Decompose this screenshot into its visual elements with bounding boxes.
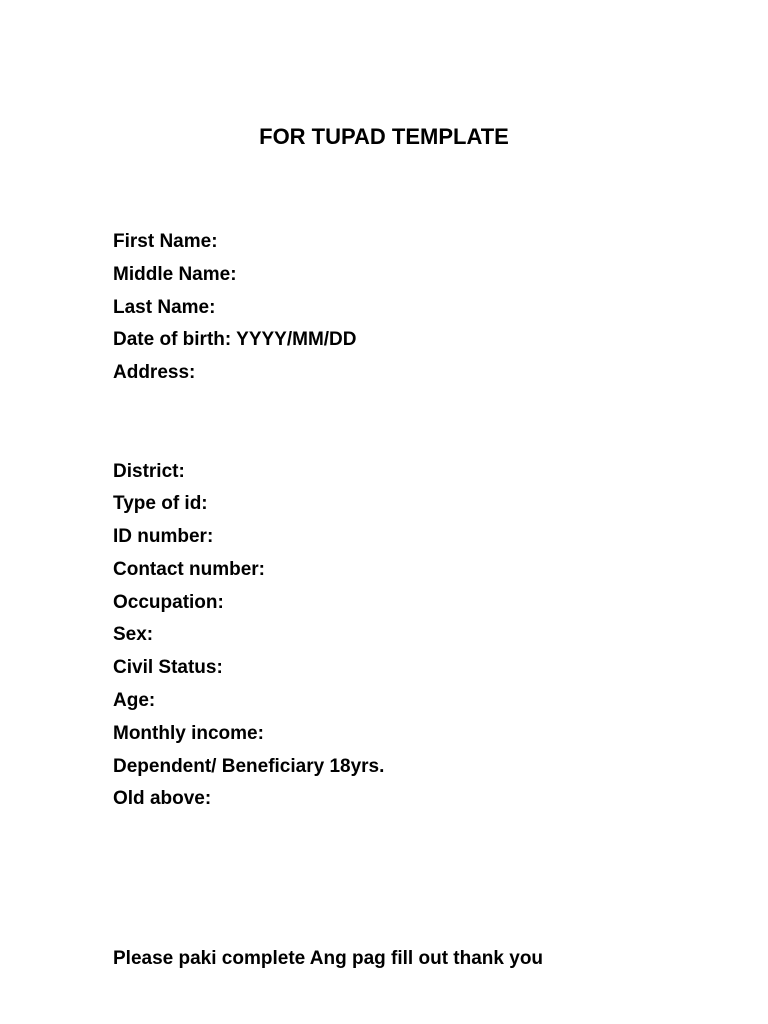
field-dependent-beneficiary: Dependent/ Beneficiary 18yrs. bbox=[113, 755, 385, 777]
field-address: Address: bbox=[113, 362, 196, 384]
field-id-number: ID number: bbox=[113, 526, 214, 548]
field-middle-name: Middle Name: bbox=[113, 263, 237, 285]
closing-note: Please paki complete Ang pag fill out thank you bbox=[113, 948, 544, 969]
field-monthly-income: Monthly income: bbox=[113, 722, 264, 744]
field-first-name: First Name: bbox=[113, 231, 218, 252]
field-last-name: Last Name: bbox=[113, 296, 216, 318]
personal-fields-list bbox=[113, 226, 713, 390]
field-civil-status: Civil Status: bbox=[113, 657, 223, 679]
field-date-of-birth: Date of birth: YYYY/MM/DD bbox=[113, 329, 357, 351]
field-age: Age: bbox=[113, 690, 156, 712]
field-contact-number: Contact number: bbox=[113, 558, 265, 580]
document-title: FOR TUPAD TEMPLATE bbox=[259, 124, 509, 149]
form-fields bbox=[113, 226, 713, 810]
field-type-of-id: Type of id: bbox=[113, 493, 208, 515]
field-sex: Sex: bbox=[113, 624, 154, 646]
field-district: District: bbox=[113, 460, 185, 482]
other-fields-list bbox=[113, 456, 384, 817]
field-occupation: Occupation: bbox=[113, 591, 224, 613]
field-old-above: Old above: bbox=[113, 788, 212, 810]
